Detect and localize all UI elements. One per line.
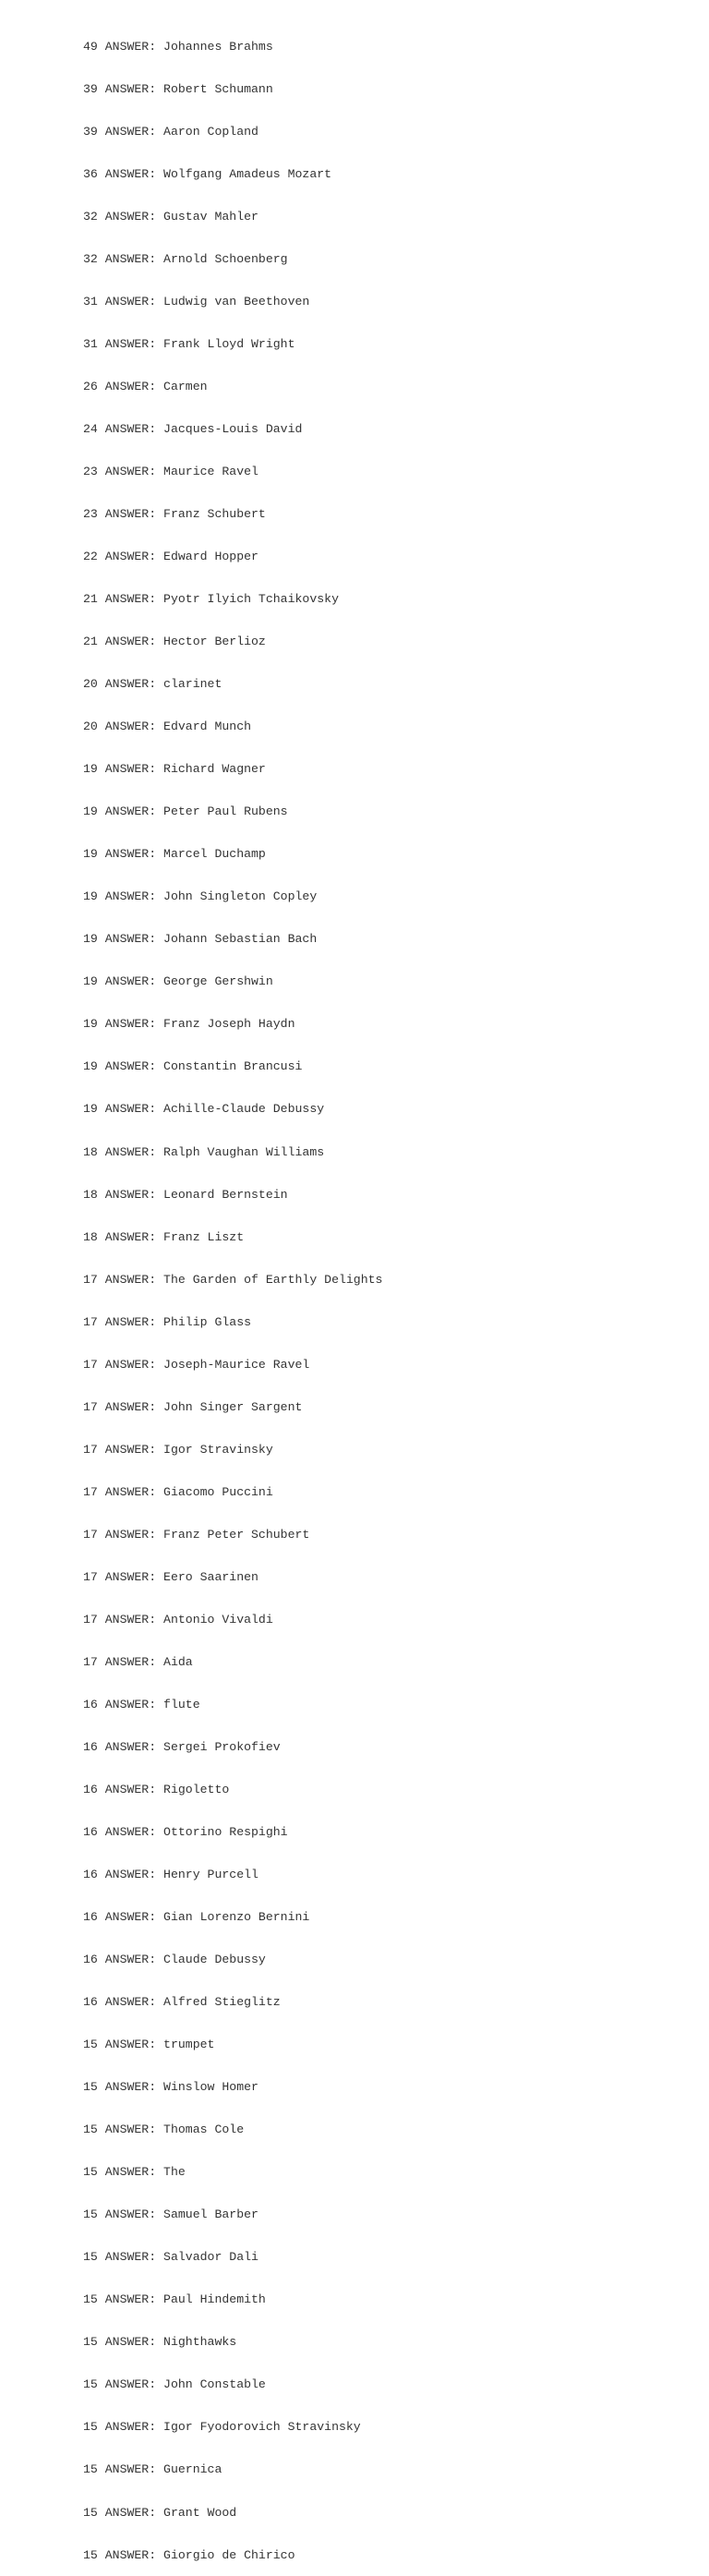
list-item: 26 ANSWER: Carmen — [83, 379, 208, 393]
list-item: 19 ANSWER: Constantin Brancusi — [83, 1059, 303, 1074]
list-item: 15 ANSWER: Nighthawks — [83, 2335, 237, 2350]
list-item: 15 ANSWER: Guernica — [83, 2462, 222, 2477]
list-item: 16 ANSWER: Sergei Prokofiev — [83, 1739, 281, 1754]
list-item: 24 ANSWER: Jacques-Louis David — [83, 421, 303, 436]
list-item: 20 ANSWER: clarinet — [83, 677, 222, 692]
list-item: 31 ANSWER: Ludwig van Beethoven — [83, 294, 310, 308]
list-item: 19 ANSWER: Achille-Claude Debussy — [83, 1102, 325, 1117]
list-item: 15 ANSWER: Samuel Barber — [83, 2207, 258, 2222]
list-item: 17 ANSWER: Antonio Vivaldi — [83, 1612, 273, 1627]
list-item: 16 ANSWER: Gian Lorenzo Bernini — [83, 1910, 310, 1925]
list-item: 49 ANSWER: Johannes Brahms — [83, 39, 273, 54]
list-item: 23 ANSWER: Franz Schubert — [83, 507, 266, 522]
list-item: 31 ANSWER: Frank Lloyd Wright — [83, 336, 295, 351]
list-item: 18 ANSWER: Leonard Bernstein — [83, 1187, 288, 1202]
list-item: 15 ANSWER: Thomas Cole — [83, 2122, 245, 2137]
list-item: 19 ANSWER: Johann Sebastian Bach — [83, 932, 318, 947]
list-item: 17 ANSWER: Franz Peter Schubert — [83, 1527, 310, 1542]
list-item: 19 ANSWER: Marcel Duchamp — [83, 847, 266, 862]
list-item: 32 ANSWER: Gustav Mahler — [83, 209, 258, 224]
list-item: 16 ANSWER: flute — [83, 1697, 200, 1711]
list-item: 16 ANSWER: Ottorino Respighi — [83, 1825, 288, 1839]
list-item: 17 ANSWER: Igor Stravinsky — [83, 1442, 273, 1457]
list-item: 19 ANSWER: Franz Joseph Haydn — [83, 1017, 295, 1032]
list-item: 15 ANSWER: John Constable — [83, 2377, 266, 2392]
list-item: 36 ANSWER: Wolfgang Amadeus Mozart — [83, 166, 332, 181]
list-item: 39 ANSWER: Robert Schumann — [83, 81, 273, 96]
list-item: 19 ANSWER: George Gershwin — [83, 974, 273, 989]
list-item: 19 ANSWER: John Singleton Copley — [83, 889, 318, 904]
list-item: 16 ANSWER: Rigoletto — [83, 1782, 230, 1796]
list-item: 17 ANSWER: Philip Glass — [83, 1314, 252, 1329]
list-item: 16 ANSWER: Henry Purcell — [83, 1868, 258, 1882]
list-item: 15 ANSWER: Paul Hindemith — [83, 2292, 266, 2307]
list-item: 18 ANSWER: Franz Liszt — [83, 1229, 245, 1244]
list-item: 17 ANSWER: The Garden of Earthly Delights — [83, 1272, 383, 1287]
list-item: 21 ANSWER: Hector Berlioz — [83, 635, 266, 649]
list-item: 15 ANSWER: Winslow Homer — [83, 2080, 258, 2095]
list-item: 15 ANSWER: trumpet — [83, 2038, 215, 2052]
list-item: 17 ANSWER: Aida — [83, 1654, 193, 1669]
list-item: 16 ANSWER: Alfred Stieglitz — [83, 1995, 281, 2010]
list-item: 17 ANSWER: Joseph-Maurice Ravel — [83, 1357, 310, 1372]
list-item: 22 ANSWER: Edward Hopper — [83, 550, 258, 564]
list-item: 32 ANSWER: Arnold Schoenberg — [83, 251, 288, 266]
list-item: 17 ANSWER: Eero Saarinen — [83, 1569, 258, 1584]
list-item: 17 ANSWER: Giacomo Puccini — [83, 1484, 273, 1499]
list-item: 16 ANSWER: Claude Debussy — [83, 1953, 266, 1967]
list-item: 39 ANSWER: Aaron Copland — [83, 124, 258, 139]
list-item: 23 ANSWER: Maurice Ravel — [83, 465, 258, 478]
list-item: 21 ANSWER: Pyotr Ilyich Tchaikovsky — [83, 592, 339, 607]
list-item: 17 ANSWER: John Singer Sargent — [83, 1399, 303, 1414]
answer-frequency-list — [83, 11, 382, 2576]
list-item: 15 ANSWER: Giorgio de Chirico — [83, 2547, 295, 2562]
list-item: 15 ANSWER: Igor Fyodorovich Stravinsky — [83, 2420, 361, 2435]
list-item: 15 ANSWER: The — [83, 2165, 186, 2180]
list-item: 18 ANSWER: Ralph Vaughan Williams — [83, 1144, 325, 1159]
list-item: 15 ANSWER: Salvador Dali — [83, 2250, 258, 2265]
list-item: 19 ANSWER: Richard Wagner — [83, 762, 266, 777]
list-item: 19 ANSWER: Peter Paul Rubens — [83, 804, 288, 819]
list-item: 20 ANSWER: Edvard Munch — [83, 720, 252, 734]
list-item: 15 ANSWER: Grant Wood — [83, 2505, 237, 2520]
